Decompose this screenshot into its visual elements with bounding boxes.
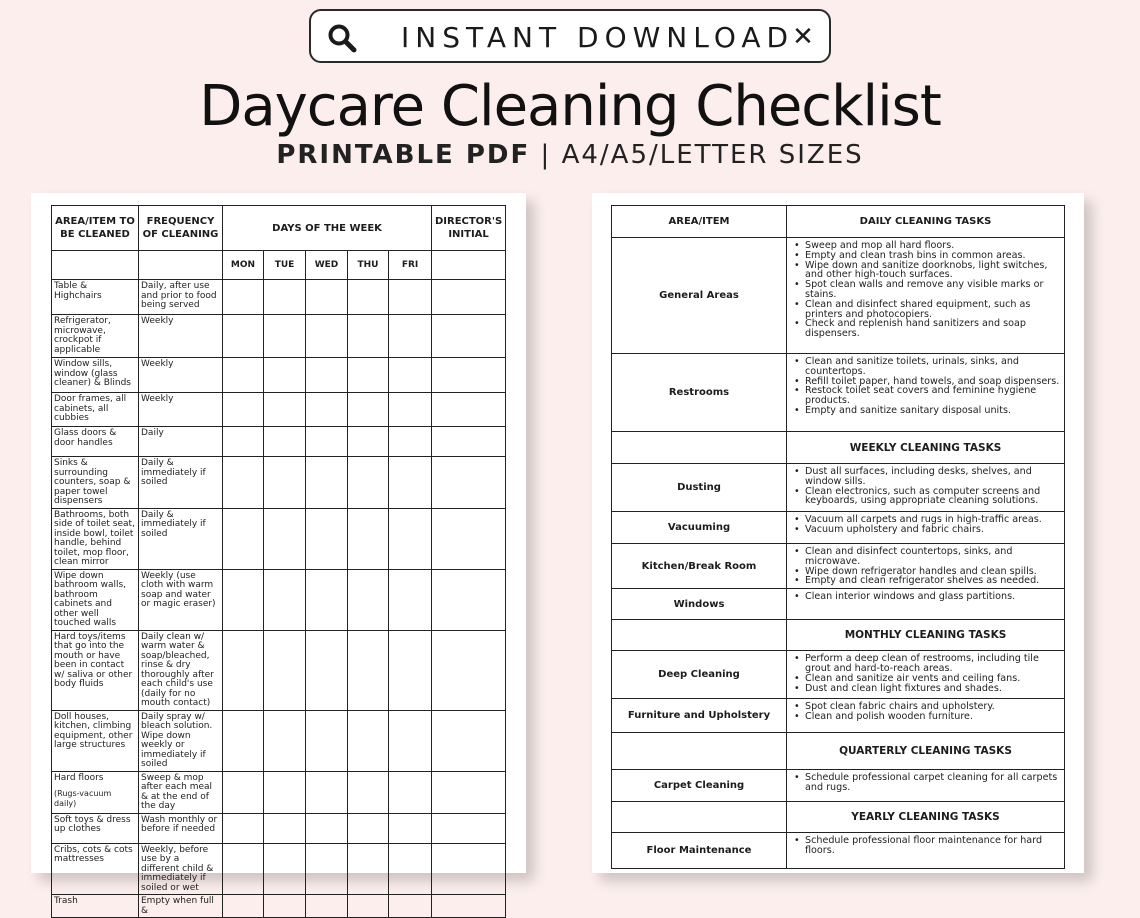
- checklist-row: [52, 457, 506, 509]
- header-days: DAYS OF THE WEEK: [223, 206, 432, 251]
- task-item: • Clean interior windows and glass partitions.: [791, 592, 1061, 602]
- row-area: [52, 280, 139, 315]
- day-checkbox-mon[interactable]: [223, 508, 264, 569]
- row-area-text: Sinks & surrounding counters, soap & paper towel dispensers: [54, 458, 131, 506]
- task-row: [612, 833, 1065, 869]
- task-item: • Clean and sanitize air vents and ceiling fans.: [791, 674, 1061, 684]
- day-checkbox-tue[interactable]: [264, 630, 306, 710]
- checklist-row: [52, 771, 506, 813]
- section-title: YEARLY CLEANING TASKS: [787, 802, 1065, 833]
- section-header-blank: [612, 802, 787, 833]
- checklist-row: [52, 508, 506, 569]
- day-checkbox-thu[interactable]: [348, 630, 389, 710]
- day-checkbox-thu[interactable]: [348, 569, 389, 630]
- row-area-text: Hard floors: [54, 772, 104, 783]
- task-item: • Sweep and mop all hard floors.: [791, 241, 1061, 251]
- day-mon: MON: [223, 251, 264, 280]
- subtitle-bold: PRINTABLE PDF: [276, 140, 531, 170]
- task-list: [791, 654, 1061, 693]
- section-title: MONTHLY CLEANING TASKS: [787, 620, 1065, 651]
- task-item: • Spot clean walls and remove any visible marks or stains.: [791, 280, 1061, 300]
- day-checkbox-tue[interactable]: [264, 569, 306, 630]
- row-frequency: Weekly: [139, 315, 223, 358]
- task-area: Kitchen/Break Room: [612, 544, 787, 589]
- header-frequency: FREQUENCY OF CLEANING: [139, 206, 223, 251]
- day-fri: FRI: [389, 251, 432, 280]
- section-header-blank: [612, 432, 787, 464]
- director-initial-cell[interactable]: [432, 771, 506, 813]
- day-checkbox-thu[interactable]: [348, 457, 389, 509]
- day-checkbox-thu[interactable]: [348, 843, 389, 895]
- banner-text: INSTANT DOWNLOAD: [401, 21, 795, 54]
- checklist-row: [52, 358, 506, 393]
- director-initial-cell[interactable]: [432, 393, 506, 427]
- task-list: [791, 773, 1061, 793]
- checklist-row: [52, 315, 506, 358]
- checklist-row: [52, 843, 506, 895]
- task-item: • Spot clean fabric chairs and upholstery.: [791, 702, 1061, 712]
- day-checkbox-tue[interactable]: [264, 280, 306, 315]
- day-checkbox-fri[interactable]: [389, 771, 432, 813]
- day-checkbox-mon[interactable]: [223, 358, 264, 393]
- row-area-text: Wipe down bathroom walls, bathroom cabinets and other well touched walls: [54, 570, 127, 628]
- day-checkbox-mon[interactable]: [223, 895, 264, 918]
- day-checkbox-wed[interactable]: [306, 508, 348, 569]
- header-area-blank: [52, 251, 139, 280]
- search-icon: [327, 23, 357, 53]
- task-item: • Refill toilet paper, hand towels, and soap dispensers.: [791, 377, 1061, 387]
- day-checkbox-mon[interactable]: [223, 393, 264, 427]
- row-area: [52, 427, 139, 457]
- section-header-blank: [612, 620, 787, 651]
- row-area-text: Window sills, window (glass cleaner) & Blinds: [54, 359, 131, 388]
- task-row: [612, 354, 1065, 432]
- section-header-row: [612, 620, 1065, 651]
- task-item: • Empty and clean trash bins in common areas.: [791, 251, 1061, 261]
- day-checkbox-wed[interactable]: [306, 710, 348, 771]
- task-row: [612, 544, 1065, 589]
- task-area: Windows: [612, 589, 787, 620]
- day-checkbox-tue[interactable]: [264, 427, 306, 457]
- right-tasks-sheet: [592, 193, 1084, 873]
- task-list: [791, 515, 1061, 535]
- task-list-cell: [787, 238, 1065, 354]
- day-checkbox-mon[interactable]: [223, 843, 264, 895]
- section-header-blank: [612, 733, 787, 770]
- task-item: • Schedule professional carpet cleaning for all carpets and rugs.: [791, 773, 1061, 793]
- row-area-text: Soft toys & dress up clothes: [54, 814, 131, 834]
- row-area-text: Table & Highchairs: [54, 281, 102, 301]
- day-checkbox-wed[interactable]: [306, 771, 348, 813]
- subtitle-separator: |: [540, 140, 552, 170]
- day-checkbox-wed[interactable]: [306, 280, 348, 315]
- task-list: [791, 547, 1061, 586]
- day-checkbox-wed[interactable]: [306, 427, 348, 457]
- row-frequency: Empty when full &: [139, 895, 223, 918]
- day-checkbox-thu[interactable]: [348, 358, 389, 393]
- day-checkbox-tue[interactable]: [264, 710, 306, 771]
- day-checkbox-thu[interactable]: [348, 771, 389, 813]
- director-initial-cell[interactable]: [432, 457, 506, 509]
- day-checkbox-tue[interactable]: [264, 813, 306, 843]
- section-header-row: [612, 432, 1065, 464]
- checklist-row: [52, 813, 506, 843]
- day-checkbox-thu[interactable]: [348, 393, 389, 427]
- task-area: Vacuuming: [612, 512, 787, 544]
- day-checkbox-tue[interactable]: [264, 315, 306, 358]
- day-checkbox-fri[interactable]: [389, 813, 432, 843]
- checklist-row: [52, 427, 506, 457]
- row-area-text: Bathrooms, both side of toilet seat, inside bowl, toilet handle, behind toilet, mop floor, clean mirror: [54, 509, 135, 567]
- task-area: Dusting: [612, 464, 787, 512]
- task-list: [791, 241, 1061, 339]
- task-list-cell: [787, 354, 1065, 432]
- director-initial-cell[interactable]: [432, 358, 506, 393]
- director-initial-cell[interactable]: [432, 813, 506, 843]
- task-item: • Dust all surfaces, including desks, shelves, and window sills.: [791, 467, 1061, 487]
- day-checkbox-tue[interactable]: [264, 393, 306, 427]
- row-area-text: Hard toys/items that go into the mouth or have been in contact w/ saliva or other body fluids: [54, 631, 133, 689]
- row-frequency: Sweep & mop after each meal & at the end of the day: [139, 771, 223, 813]
- task-item: • Vacuum all carpets and rugs in high-traffic areas.: [791, 515, 1061, 525]
- task-item: • Check and replenish hand sanitizers and soap dispensers.: [791, 319, 1061, 339]
- day-checkbox-tue[interactable]: [264, 457, 306, 509]
- page-subtitle: [0, 140, 1140, 170]
- task-list: [791, 836, 1061, 856]
- day-checkbox-fri[interactable]: [389, 315, 432, 358]
- day-checkbox-tue[interactable]: [264, 508, 306, 569]
- task-row: [612, 770, 1065, 802]
- task-item: • Perform a deep clean of restrooms, including tile grout and hard-to-reach areas.: [791, 654, 1061, 674]
- row-area-text: Trash: [54, 896, 78, 906]
- day-checkbox-wed[interactable]: [306, 569, 348, 630]
- day-checkbox-mon[interactable]: [223, 457, 264, 509]
- day-checkbox-fri[interactable]: [389, 457, 432, 509]
- cleaning-tasks-table: [611, 205, 1065, 869]
- row-area-text: Cribs, cots & cots mattresses: [54, 844, 133, 864]
- day-checkbox-fri[interactable]: [389, 393, 432, 427]
- row-frequency: Weekly, before use by a different child & immediately if soiled or wet: [139, 843, 223, 895]
- day-checkbox-thu[interactable]: [348, 895, 389, 918]
- row-area: [52, 315, 139, 358]
- director-initial-cell[interactable]: [432, 315, 506, 358]
- task-list-cell: [787, 770, 1065, 802]
- day-checkbox-tue[interactable]: [264, 771, 306, 813]
- task-row: [612, 651, 1065, 699]
- day-checkbox-wed[interactable]: [306, 843, 348, 895]
- section-title: WEEKLY CLEANING TASKS: [787, 432, 1065, 464]
- row-frequency: Weekly: [139, 393, 223, 427]
- header-daily-tasks: DAILY CLEANING TASKS: [787, 206, 1065, 238]
- task-area: Furniture and Upholstery: [612, 699, 787, 733]
- day-checkbox-thu[interactable]: [348, 280, 389, 315]
- task-list-cell: [787, 651, 1065, 699]
- day-checkbox-wed[interactable]: [306, 457, 348, 509]
- weekly-checklist-table: [51, 205, 506, 918]
- day-checkbox-fri[interactable]: [389, 569, 432, 630]
- day-wed: WED: [306, 251, 348, 280]
- task-area: Restrooms: [612, 354, 787, 432]
- day-checkbox-wed[interactable]: [306, 315, 348, 358]
- day-checkbox-mon[interactable]: [223, 813, 264, 843]
- director-initial-cell[interactable]: [432, 569, 506, 630]
- row-frequency: Weekly: [139, 358, 223, 393]
- checklist-row: [52, 630, 506, 710]
- row-area: [52, 457, 139, 509]
- day-checkbox-mon[interactable]: [223, 771, 264, 813]
- checklist-row: [52, 280, 506, 315]
- task-row: [612, 238, 1065, 354]
- row-area: [52, 843, 139, 895]
- task-item: • Clean and disinfect countertops, sinks, and microwave.: [791, 547, 1061, 567]
- row-area-text: Refrigerator, microwave, crockpot if applicable: [54, 316, 111, 355]
- row-area: [52, 630, 139, 710]
- row-frequency: Wash monthly or before if needed: [139, 813, 223, 843]
- day-checkbox-mon[interactable]: [223, 569, 264, 630]
- row-area-text: Door frames, all cabinets, all cubbies: [54, 394, 127, 423]
- task-item: • Clean electronics, such as computer screens and keyboards, using appropriate cleaning solutions.: [791, 487, 1061, 507]
- header-area: AREA/ITEM TO BE CLEANED: [52, 206, 139, 251]
- day-checkbox-fri[interactable]: [389, 843, 432, 895]
- row-area-text: Doll houses, kitchen, climbing equipment, other large structures: [54, 711, 133, 750]
- row-area: [52, 393, 139, 427]
- section-header-row: [612, 802, 1065, 833]
- subtitle-sizes: A4/A5/LETTER SIZES: [561, 140, 864, 170]
- day-checkbox-tue[interactable]: [264, 358, 306, 393]
- task-item: • Schedule professional floor maintenance for hard floors.: [791, 836, 1061, 856]
- task-area: Deep Cleaning: [612, 651, 787, 699]
- day-tue: TUE: [264, 251, 306, 280]
- task-list-cell: [787, 699, 1065, 733]
- task-list-cell: [787, 512, 1065, 544]
- header-initial-blank: [432, 251, 506, 280]
- task-item: • Empty and clean refrigerator shelves as needed.: [791, 576, 1061, 586]
- task-item: • Vacuum upholstery and fabric chairs.: [791, 525, 1061, 535]
- task-area: Carpet Cleaning: [612, 770, 787, 802]
- task-row: [612, 589, 1065, 620]
- row-frequency: Daily: [139, 427, 223, 457]
- day-checkbox-fri[interactable]: [389, 358, 432, 393]
- row-area-note: (Rugs-vacuum daily): [54, 789, 112, 808]
- task-list: [791, 357, 1061, 416]
- day-checkbox-mon[interactable]: [223, 280, 264, 315]
- day-checkbox-mon[interactable]: [223, 427, 264, 457]
- task-list-cell: [787, 833, 1065, 869]
- task-item: • Dust and clean light fixtures and shades.: [791, 684, 1061, 694]
- day-checkbox-wed[interactable]: [306, 813, 348, 843]
- task-row: [612, 512, 1065, 544]
- day-checkbox-tue[interactable]: [264, 843, 306, 895]
- task-item: • Restock toilet seat covers and feminine hygiene products.: [791, 386, 1061, 406]
- row-area: [52, 813, 139, 843]
- task-item: • Wipe down refrigerator handles and clean spills.: [791, 567, 1061, 577]
- instant-download-banner: [309, 9, 831, 63]
- task-list: [791, 592, 1061, 602]
- day-checkbox-mon[interactable]: [223, 315, 264, 358]
- task-item: • Clean and disinfect shared equipment, such as printers and photocopiers.: [791, 300, 1061, 320]
- day-checkbox-wed[interactable]: [306, 895, 348, 918]
- day-checkbox-thu[interactable]: [348, 508, 389, 569]
- day-checkbox-mon[interactable]: [223, 630, 264, 710]
- day-checkbox-thu[interactable]: [348, 427, 389, 457]
- day-checkbox-thu[interactable]: [348, 813, 389, 843]
- header-initial: DIRECTOR'S INITIAL: [432, 206, 506, 251]
- page-title: Daycare Cleaning Checklist: [199, 74, 941, 139]
- day-checkbox-fri[interactable]: [389, 427, 432, 457]
- day-checkbox-fri[interactable]: [389, 280, 432, 315]
- director-initial-cell[interactable]: [432, 843, 506, 895]
- row-area: [52, 358, 139, 393]
- row-area: [52, 895, 139, 918]
- director-initial-cell[interactable]: [432, 630, 506, 710]
- task-area: General Areas: [612, 238, 787, 354]
- checklist-row: [52, 393, 506, 427]
- row-area-text: Glass doors & door handles: [54, 428, 117, 448]
- task-row: [612, 699, 1065, 733]
- task-row: [612, 464, 1065, 512]
- day-checkbox-fri[interactable]: [389, 710, 432, 771]
- task-item: • Clean and polish wooden furniture.: [791, 712, 1061, 722]
- day-checkbox-thu[interactable]: [348, 710, 389, 771]
- director-initial-cell[interactable]: [432, 508, 506, 569]
- row-area: [52, 710, 139, 771]
- row-frequency: Daily clean w/ warm water & soap/bleached, rinse & dry thoroughly after each child's use (daily for no mouth contact): [139, 630, 223, 710]
- section-header-row: [612, 733, 1065, 770]
- day-checkbox-wed[interactable]: [306, 393, 348, 427]
- task-list-cell: [787, 589, 1065, 620]
- day-checkbox-wed[interactable]: [306, 630, 348, 710]
- day-checkbox-fri[interactable]: [389, 895, 432, 918]
- row-frequency: Weekly (use cloth with warm soap and water or magic eraser): [139, 569, 223, 630]
- row-frequency: Daily, after use and prior to food being served: [139, 280, 223, 315]
- task-list-cell: [787, 544, 1065, 589]
- row-area: [52, 771, 139, 813]
- row-frequency: Daily spray w/ bleach solution. Wipe down weekly or immediately if soiled: [139, 710, 223, 771]
- task-list: [791, 702, 1061, 722]
- task-list-cell: [787, 464, 1065, 512]
- header-frequency-blank: [139, 251, 223, 280]
- day-checkbox-fri[interactable]: [389, 630, 432, 710]
- row-area: [52, 569, 139, 630]
- task-area: Floor Maintenance: [612, 833, 787, 869]
- day-checkbox-tue[interactable]: [264, 895, 306, 918]
- task-item: • Wipe down and sanitize doorknobs, light switches, and other high-touch surfaces.: [791, 261, 1061, 281]
- task-item: • Empty and sanitize sanitary disposal units.: [791, 406, 1061, 416]
- checklist-row: [52, 710, 506, 771]
- left-checklist-sheet: [31, 193, 526, 916]
- row-area: [52, 508, 139, 569]
- director-initial-cell[interactable]: [432, 427, 506, 457]
- checklist-row: [52, 895, 506, 918]
- row-frequency: Daily & immediately if soiled: [139, 508, 223, 569]
- task-item: • Clean and sanitize toilets, urinals, sinks, and countertops.: [791, 357, 1061, 377]
- day-checkbox-wed[interactable]: [306, 358, 348, 393]
- row-frequency: Daily & immediately if soiled: [139, 457, 223, 509]
- header-area-item: AREA/ITEM: [612, 206, 787, 238]
- director-initial-cell[interactable]: [432, 895, 506, 918]
- director-initial-cell[interactable]: [432, 710, 506, 771]
- day-thu: THU: [348, 251, 389, 280]
- checklist-row: [52, 569, 506, 630]
- director-initial-cell[interactable]: [432, 280, 506, 315]
- day-checkbox-mon[interactable]: [223, 710, 264, 771]
- section-title: QUARTERLY CLEANING TASKS: [787, 733, 1065, 770]
- task-list: [791, 467, 1061, 506]
- day-checkbox-thu[interactable]: [348, 315, 389, 358]
- day-checkbox-fri[interactable]: [389, 508, 432, 569]
- close-icon: ✕: [792, 22, 814, 52]
